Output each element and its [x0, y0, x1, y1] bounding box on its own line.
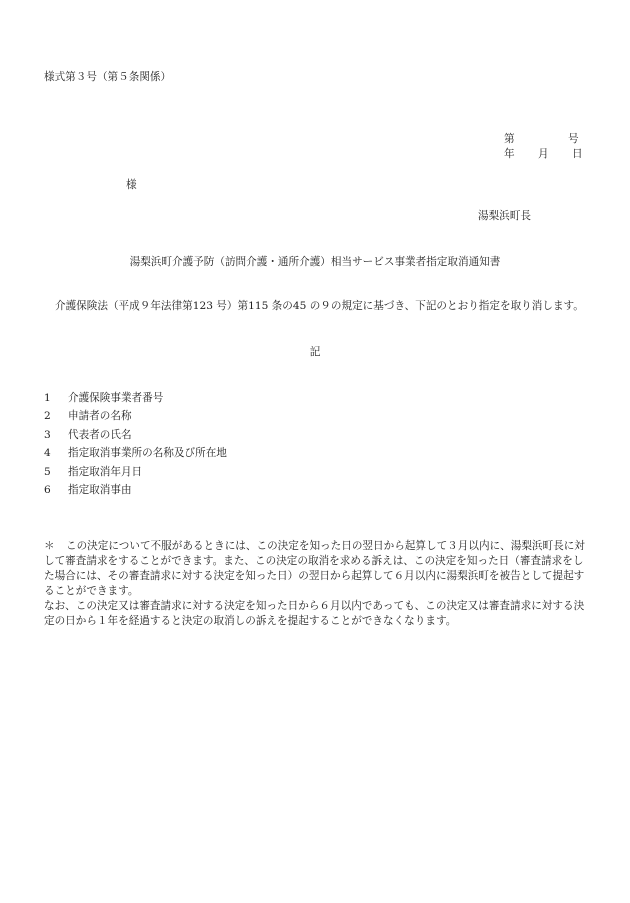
list-item: [44, 407, 227, 425]
item-list: [44, 389, 227, 499]
item-label: 代表者の氏名: [68, 428, 132, 441]
list-item: [44, 463, 227, 481]
item-label: 指定取消事由: [68, 483, 132, 496]
item-number: 1: [44, 392, 51, 404]
body-text: [44, 299, 589, 314]
list-item: [44, 444, 227, 462]
ki-heading: 記: [309, 346, 321, 358]
addressee-honorific: 様: [126, 179, 137, 191]
item-number: 6: [44, 483, 51, 496]
number-prefix: 第: [504, 133, 515, 145]
list-item: [44, 389, 227, 407]
date-month: 月: [538, 148, 549, 160]
body-text-content: 介護保険法（平成９年法律第123 号）第115 条の45 の９の規定に基づき、下記のとおり指定を取り消します。: [55, 300, 584, 312]
date-day: 日: [572, 148, 583, 160]
item-number: 5: [44, 465, 51, 478]
document-date-line: [504, 147, 583, 162]
list-item: [44, 481, 227, 499]
item-label: 指定取消年月日: [68, 465, 143, 478]
notice-paragraph-2: なお、この決定又は審査請求に対する決定を知った日から６月以内であっても、この決定又は審査請求に対する決定の日から１年を経過すると決定の取消しの訴えを提起することができなくなります。: [44, 600, 585, 627]
date-year: 年: [504, 148, 515, 160]
form-label: 様式第３号（第５条関係）: [44, 71, 172, 83]
number-suffix: 号: [568, 133, 579, 145]
item-number: 2: [44, 410, 51, 423]
document-number-line: [504, 132, 579, 147]
document-title: 湯梨浜町介護予防（訪問介護・通所介護）相当サービス事業者指定取消通知書: [129, 256, 501, 268]
notice-paragraph-1-text: この決定について不服があるときには、この決定を知った日の翌日から起算して３月以内に、湯梨浜町長に対して審査請求をすることができます。また、この決定の取消を求める訴えは、この決定を知った日（審査請求をした場合には、その審査請求に対する決定を知った日）の翌日から起算して６月以内に湯梨浜町を被告として提起することができます。: [44, 540, 585, 597]
item-number: 4: [44, 447, 51, 460]
asterisk-mark: ＊: [44, 540, 55, 552]
item-number: 3: [44, 428, 51, 441]
item-label: 申請者の名称: [68, 410, 132, 423]
item-label: 指定取消事業所の名称及び所在地: [68, 447, 227, 460]
item-label: 介護保険事業者番号: [68, 392, 164, 404]
list-item: [44, 426, 227, 444]
issuer-name: 湯梨浜町長: [478, 210, 531, 222]
notice-paragraph-1: [44, 539, 589, 599]
appeal-notice: [44, 539, 589, 629]
